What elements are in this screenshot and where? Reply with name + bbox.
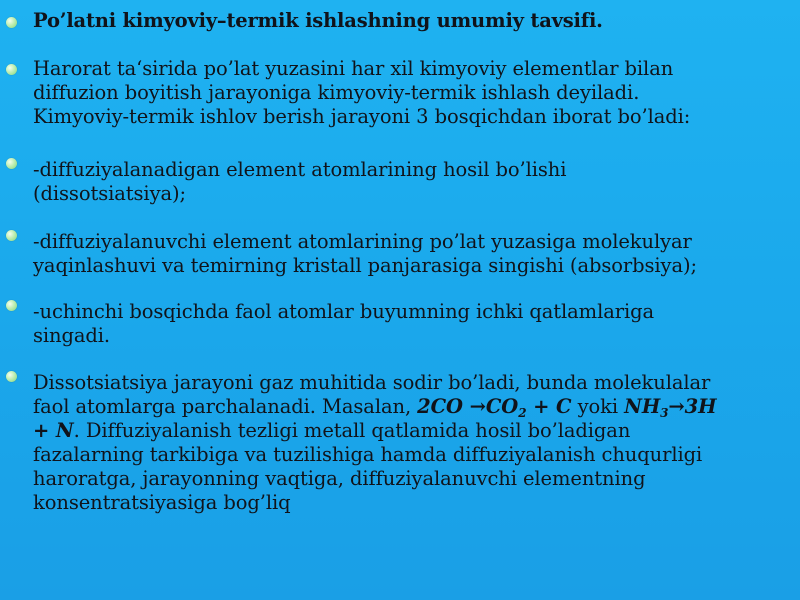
text-line: singadi. (33, 324, 111, 347)
text-line: fazalarning tarkibiga va tuzilishiga hamda diffuziyalanish chuqurligi (33, 443, 703, 466)
text-line: Harorat ta‘sirida po’lat yuzasini har xil kimyoviy elementlar bilan (33, 57, 674, 80)
formula-nh3 (624, 395, 716, 418)
arrow-glyph: → (668, 395, 685, 418)
bullet-icon (6, 230, 17, 241)
text-line (33, 419, 793, 443)
formula-n: + N (33, 419, 74, 442)
formula-2co (417, 395, 571, 418)
text-line: (dissotsiatsiya); (33, 182, 186, 205)
text-segment: faol atomlarga parchalanadi. Masalan, (33, 395, 418, 418)
paragraph-stage-1 (33, 158, 793, 206)
slide-title: Po’latni kimyoviy–termik ishlashning umumiy tavsifi. (33, 9, 603, 32)
text-line: -diffuziyalanadigan element atomlarining hosil bo’lishi (33, 158, 567, 181)
subscript: 3 (660, 406, 669, 420)
bullet-icon (6, 64, 17, 75)
paragraph-stage-2 (33, 230, 793, 278)
formula-part: CO (485, 395, 519, 418)
text-line: Dissotsiatsiya jarayoni gaz muhitida sodir bo’ladi, bunda molekulalar (33, 371, 711, 394)
text-line: -diffuziyalanuvchi element atomlarining po’lat yuzasiga molekulyar (33, 230, 692, 253)
arrow-glyph: → (469, 395, 486, 418)
text-line: konsentratsiyasiga bog’liq (33, 491, 291, 514)
subscript: 2 (518, 406, 527, 420)
bullet-icon (6, 300, 17, 311)
text-line (33, 395, 793, 419)
text-line: diffuzion boyitish jarayoniga kimyoviy-termik ishlash deyiladi. (33, 81, 640, 104)
formula-part: NH (624, 395, 661, 418)
text-segment: yoki (571, 395, 625, 418)
formula-part: + C (526, 395, 572, 418)
paragraph-dissociation (33, 371, 793, 515)
text-line: haroratga, jarayonning vaqtiga, diffuziyalanuvchi elementning (33, 467, 646, 490)
text-line: -uchinchi bosqichda faol atomlar buyumning ichki qatlamlariga (33, 300, 655, 323)
bullet-icon (6, 158, 17, 169)
text-line: Kimyoviy-termik ishlov berish jarayoni 3 bosqichdan iborat bo’ladi: (33, 105, 691, 128)
text-line: yaqinlashuvi va temirning kristall panjarasiga singishi (absorbsiya); (33, 254, 697, 277)
formula-part: 3H (684, 395, 717, 418)
bullet-icon (6, 17, 17, 28)
formula-part: 2CO (417, 395, 470, 418)
paragraph-stage-3 (33, 300, 793, 348)
bullet-icon (6, 371, 17, 382)
paragraph-definition (33, 57, 793, 129)
text-segment: . Diffuziyalanish tezligi metall qatlamida hosil bo’ladigan (73, 419, 631, 442)
